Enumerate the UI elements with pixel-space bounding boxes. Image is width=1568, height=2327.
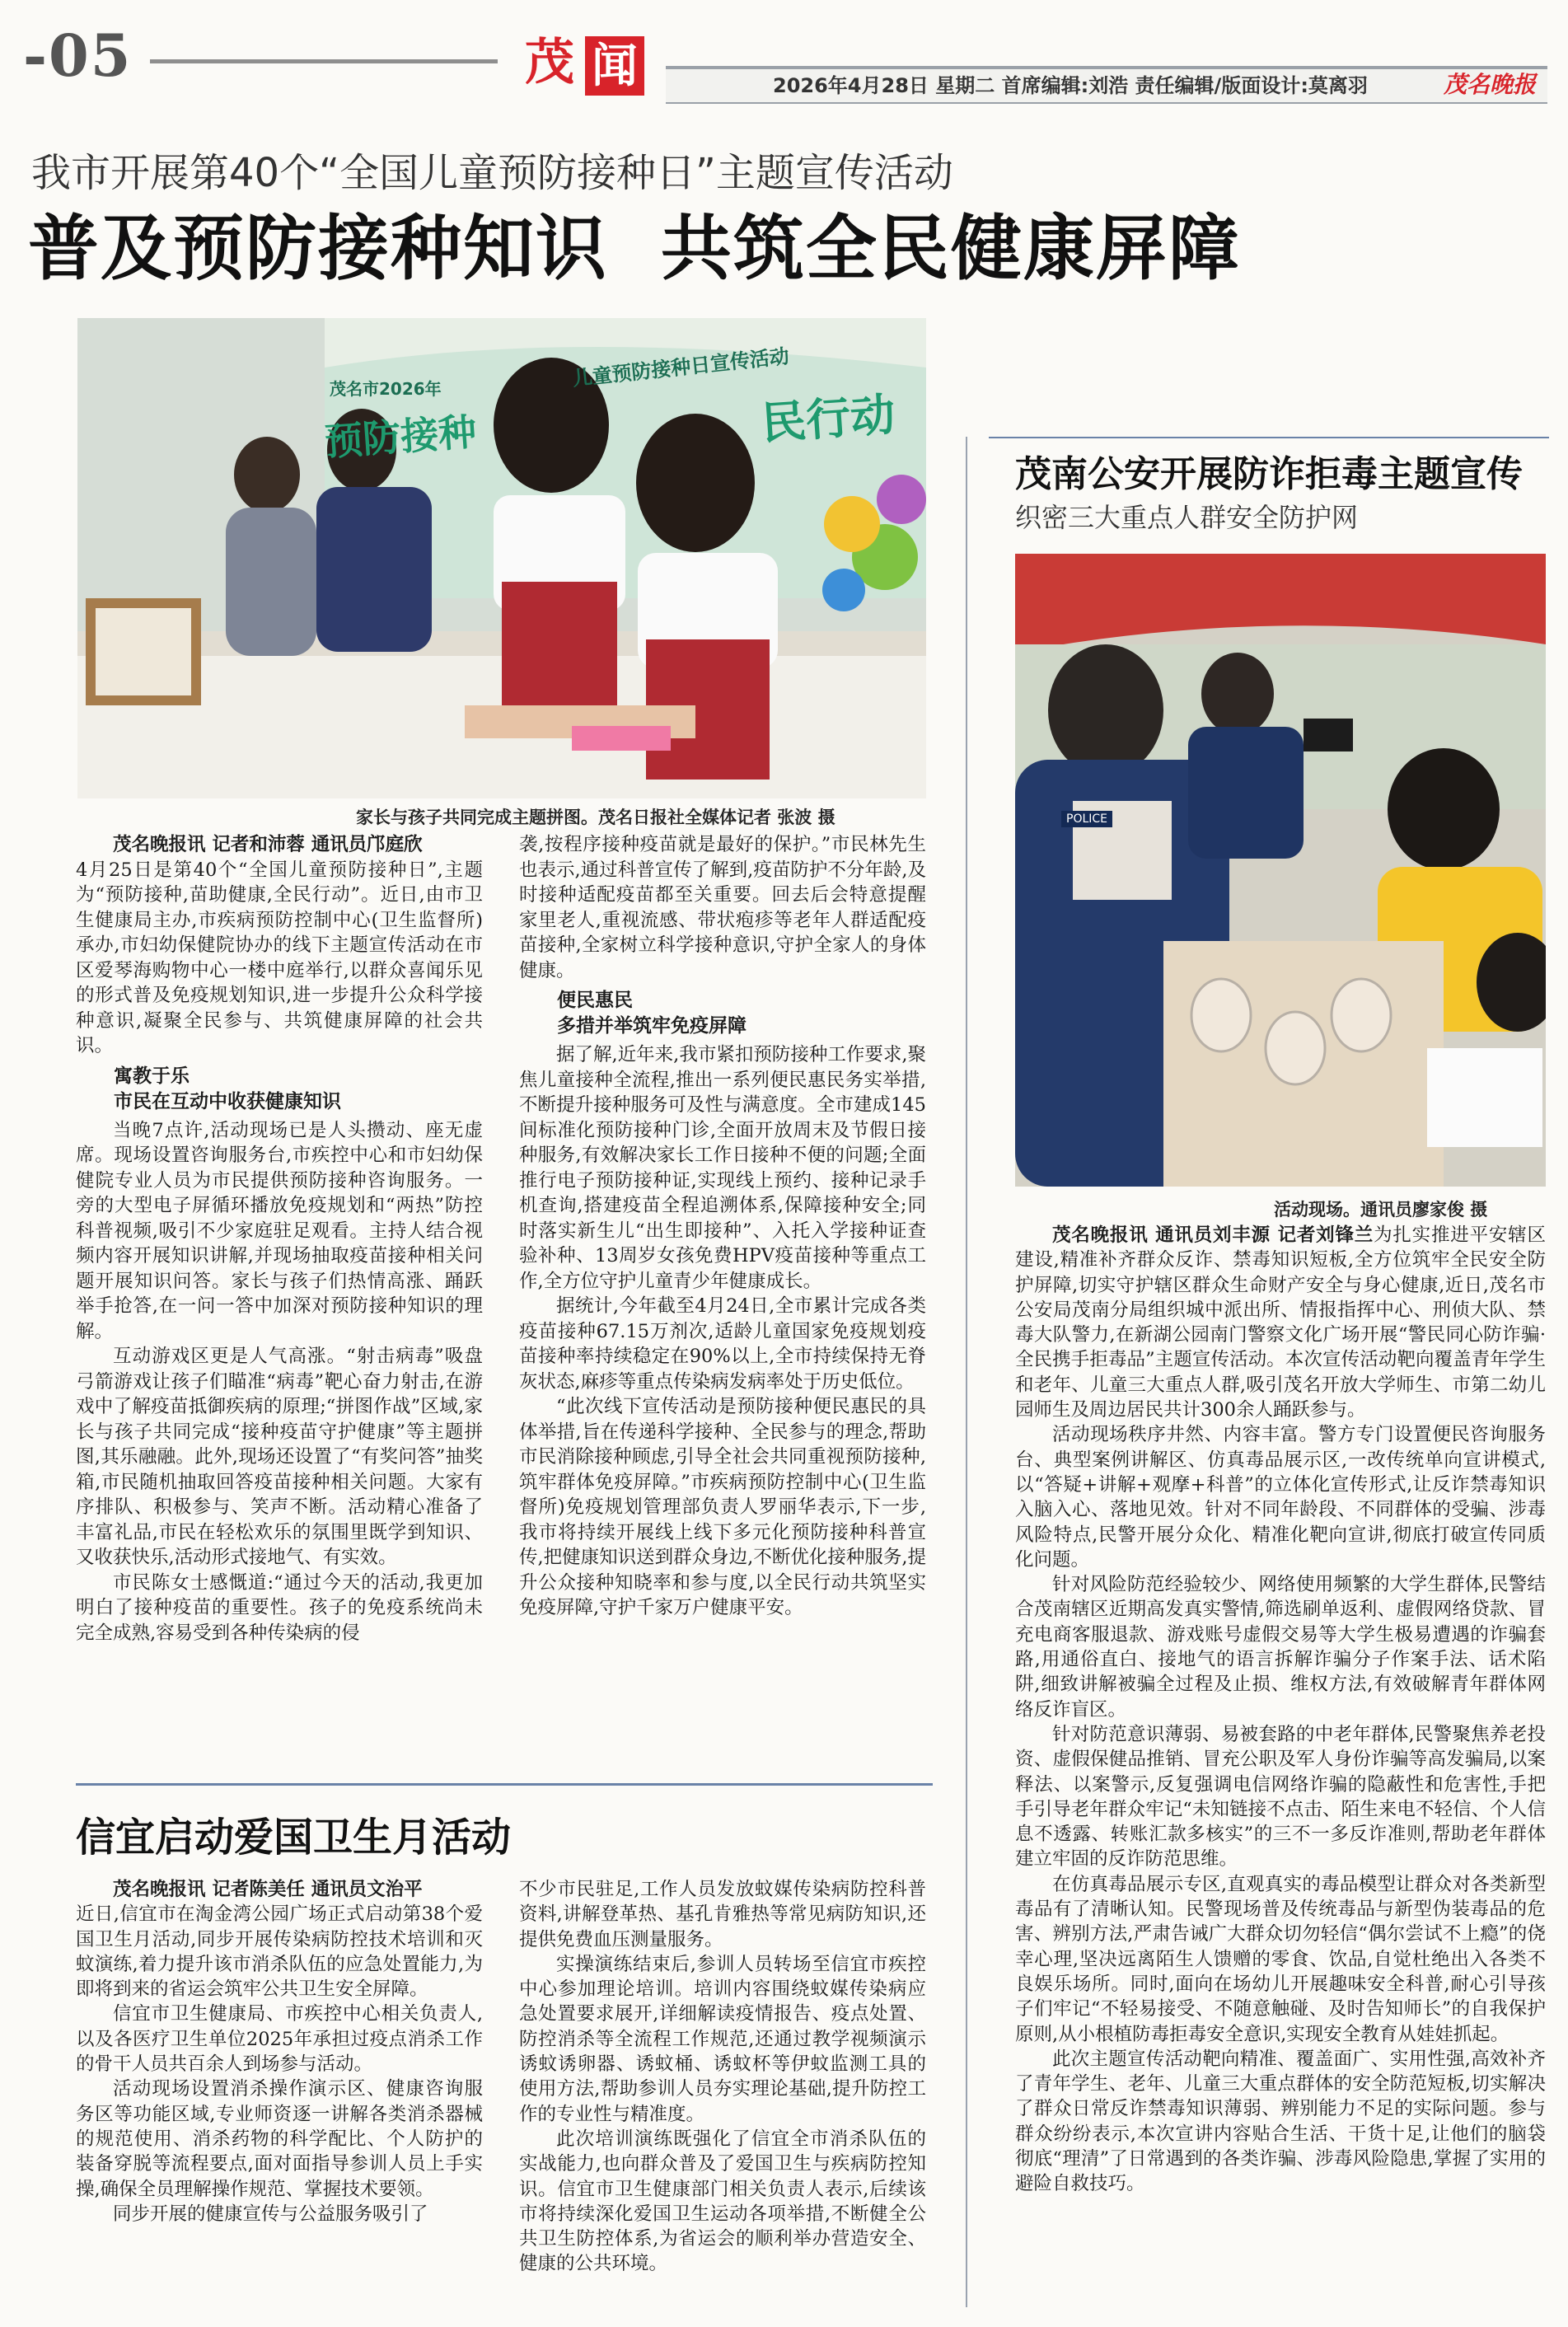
right-paragraph: 为扎实推进平安辖区建设,精准补齐群众反诈、禁毒知识短板,全方位筑牢全民安全防护屏障,切实守护辖区群众生命财产安全与身心健康,近日,茂名市公安局茂南分局组织城中派出所、情报指挥中心、刑侦大队、禁毒大队警力,在新湖公园南门警察文化广场开展“警民同心防诈骗·全民携手拒毒品”主题宣传活动。本次宣传活动靶向覆盖青年学生和老年、儿童三大重点人群,吸引茂名开放大学师生、市第二幼儿园师生及周边居民共计300余人踊跃参与。	[1015, 1224, 1546, 1421]
lead-subhead-2-line-2: 多措并举筑牢免疫屏障	[557, 1015, 747, 1037]
lead-photo-caption: 家长与孩子共同完成主题拼图。茂名日报社全媒体记者 张波 摄	[356, 808, 835, 827]
lead-kicker: 我市开展第40个“全国儿童预防接种日”主题宣传活动	[31, 150, 953, 196]
column-divider-vertical	[966, 437, 967, 2307]
right-paragraph: 针对防范意识薄弱、易被套路的中老年群体,民警聚焦养老投资、虚假保健品推销、冒充公职及军人身份诈骗等高发骗局,以案释法、以案警示,反复强调电信网络诈骗的隐蔽性和危害性,手把手引导老年群众牢记“未知链接不点击、陌生来电不轻信、个人信息不透露、转账汇款多核实”的三不一多反诈准则,帮助老年群体建立牢固的反诈防范思维。	[1015, 1723, 1546, 1870]
section-char-1: 茂	[525, 34, 574, 91]
bottom-col-2	[519, 1877, 926, 2277]
right-photo	[1015, 554, 1546, 1187]
lead-subhead-2	[519, 988, 926, 1039]
lead-paragraph: 市民陈女士感慨道:“通过今天的活动,我更加明白了接种疫苗的重要性。孩子的免疫系统尚未完全成熟,容易受到各种传染病的侵	[76, 1571, 483, 1644]
photo-banner-line-1: 茂名市2026年	[330, 379, 442, 399]
lead-subhead-1-line-1: 寓教于乐	[114, 1065, 190, 1087]
bottom-col-1	[76, 1877, 483, 2226]
right-headline: 茂南公安开展防诈拒毒主题宣传	[1015, 453, 1523, 495]
section-tag	[517, 30, 666, 96]
bottom-paragraph: 活动现场设置消杀操作演示区、健康咨询服务区等功能区域,专业师资逐一讲解各类消杀器械的规范使用、消杀药物的科学配比、个人防护的装备穿脱等流程要点,面对面指导参训人员上手实操,确保全员理解操作规范、掌握技术要领。	[76, 2078, 483, 2200]
lead-subhead-1-line-2: 市民在互动中收获健康知识	[114, 1090, 341, 1112]
right-paragraph: 在仿真毒品展示专区,直观真实的毒品模型让群众对各类新型毒品有了清晰认知。民警现场普及传统毒品与新型伪装毒品的危害、辨别方法,严肃告诫广大群众切勿轻信“偶尔尝试不上瘾”的侥幸心理,坚决远离陌生人馈赠的零食、饮品,自觉杜绝出入各类不良娱乐场所。同时,面向在场幼儿开展趣味安全科普,耐心引导孩子们牢记“不轻易接受、不随意触碰、及时告知师长”的自我保护原则,从小根植防毒拒毒安全意识,实现安全教育从娃娃抓起。	[1015, 1873, 1546, 2045]
lead-photo	[77, 318, 926, 798]
bottom-byline: 茂名晚报讯 记者陈美任 通讯员文治平	[113, 1879, 423, 1900]
right-column-text	[1015, 1223, 1546, 2197]
lead-col-1	[76, 832, 483, 1646]
lead-paragraph: 4月25日是第40个“全国儿童预防接种日”,主题为“预防接种,苗助健康,全民行动”。近日,由市卫生健康局主办,市疾病预防控制中心(卫生监督所)承办,市妇幼保健院协办的线下主题宣传活动在市区爱琴海购物中心一楼中庭举行,以群众喜闻乐见的形式普及免疫规划知识,进一步提升公众科学接种意识,凝聚全民参与、共筑健康屏障的社会共识。	[76, 859, 483, 1056]
right-story-top-rule	[989, 437, 1549, 438]
lead-subhead-1	[76, 1064, 483, 1115]
right-photo-caption: 活动现场。通讯员廖家俊 摄	[1274, 1200, 1488, 1220]
photo-banner-line-4: 民行动	[760, 388, 897, 450]
bottom-paragraph: 同步开展的健康宣传与公益服务吸引了	[113, 2203, 428, 2225]
bottom-headline: 信宜启动爱国卫生月活动	[76, 1814, 512, 1861]
lead-byline: 茂名晚报讯 记者和沛蓉 通讯员邝庭欣	[113, 834, 423, 855]
lead-headline: 普及预防接种知识 共筑全民健康屏障	[28, 208, 1241, 290]
right-subheadline: 织密三大重点人群安全防护网	[1015, 502, 1359, 533]
lead-paragraph: 互动游戏区更是人气高涨。“射击病毒”吸盘弓箭游戏让孩子们瞄准“病毒”靶心奋力射击,在游戏中了解疫苗抵御疾病的原理;“拼图作战”区域,家长与孩子共同完成“接种疫苗守护健康”等主题拼图,其乐融融。此外,现场还设置了“有奖问答”抽奖箱,市民随机抽取回答疫苗接种相关问题。大家有序排队、积极参与、笑声不断。活动精心准备了丰富礼品,市民在轻松欢乐的氛围里既学到知识、又收获快乐,活动形式接地气、有实效。	[76, 1346, 483, 1568]
photo-banner-line-2: 儿童预防接种日宣传活动	[571, 344, 791, 391]
section-char-2: 闻	[585, 36, 644, 96]
right-paragraph: 此次主题宣传活动靶向精准、覆盖面广、实用性强,高效补齐了青年学生、老年、儿童三大重点群体的安全防范短板,切实解决了群众日常反诈禁毒知识薄弱、辨别能力不足的实际问题。参与群众纷纷表示,本次宣讲内容贴合生活、干货十足,让他们的脑袋彻底“理清”了日常遇到的各类诈骗、涉毒风险隐患,掌握了实用的避险自救技巧。	[1015, 2048, 1546, 2195]
page-number: -05	[23, 21, 133, 90]
paper-logo: 茂名晚报	[1443, 71, 1536, 98]
dateline: 2026年4月28日 星期二 首席编辑:刘浩 责任编辑/版面设计:莫离羽	[773, 74, 1368, 97]
header-bar	[666, 66, 1547, 104]
bottom-story-top-rule	[76, 1783, 933, 1786]
lead-subhead-2-line-1: 便民惠民	[557, 990, 633, 1011]
lead-paragraph: 据了解,近年来,我市紧扣预防接种工作要求,聚焦儿童接种全流程,推出一系列便民惠民务实举措,不断提升接种服务可及性与满意度。全市建成145间标准化预防接种门诊,全面开放周末及节假日接种服务,有效解决家长工作日接种不便的问题;全面推行电子预防接种证,实现线上预约、接种记录手机查询,搭建疫苗全程追溯体系,保障接种安全;同时落实新生儿“出生即接种”、入托入学接种证查验补种、13周岁女孩免费HPV疫苗接种等重点工作,全方位守护儿童青少年健康成长。	[519, 1044, 926, 1292]
lead-paragraph: 袭,按程序接种疫苗就是最好的保护。”市民林先生也表示,通过科普宣传了解到,疫苗防护不分年龄,及时接种适配疫苗都至关重要。回去后会特意提醒家里老人,重视流感、带状疱疹等老年人群适配疫苗接种,全家树立科学接种意识,守护全家人的身体健康。	[519, 834, 926, 981]
lead-paragraph: 当晚7点许,活动现场已是人头攒动、座无虚席。现场设置咨询服务台,市疾控中心和市妇幼保健院专业人员为市民提供预防接种咨询服务。一旁的大型电子屏循环播放免疫规划和“两热”防控科普视频,吸引不少家庭驻足观看。主持人结合视频内容开展知识讲解,并现场抽取疫苗接种相关问题开展知识问答。家长与孩子们热情高涨、踊跃举手抢答,在一问一答中加深对预防接种知识的理解。	[76, 1119, 483, 1342]
right-photo-illustration	[1015, 554, 1546, 1187]
header-rule-left	[150, 59, 498, 63]
bottom-paragraph: 实操演练结束后,参训人员转场至信宜市疾控中心参加理论培训。培训内容围绕蚊媒传染病应急处置要求展开,详细解读疫情报告、疫点处置、防控消杀等全流程工作规范,还通过教学视频演示诱蚊诱卵器、诱蚊桶、诱蚊杯等伊蚊监测工具的使用方法,帮助参训人员夯实理论基础,提升防控工作的专业性与精准度。	[519, 1953, 926, 2125]
lead-paragraph: “此次线下宣传活动是预防接种便民惠民的具体举措,旨在传递科学接种、全民参与的理念,帮助市民消除接种顾虑,引导全社会共同重视预防接种,筑牢群体免疫屏障。”市疾病预防控制中心(卫生监督所)免疫规划管理部负责人罗丽华表示,下一步,我市将持续开展线上线下多元化预防接种科普宣传,把健康知识送到群众身边,不断优化接种服务,提升公众接种知晓率和参与度,以全民行动共筑坚实免疫屏障,守护千家万户健康平安。	[519, 1396, 926, 1618]
police-badge: POLICE	[1061, 811, 1112, 827]
lead-col-2	[519, 832, 926, 1621]
bottom-paragraph: 此次培训演练既强化了信宜全市消杀队伍的实战能力,也向群众普及了爱国卫生与疾病防控知识。信宜市卫生健康部门相关负责人表示,后续该市将持续深化爱国卫生运动各项举措,不断健全公共卫生防控体系,为省运会的顺利举办营造安全、健康的公共环境。	[519, 2128, 926, 2275]
lead-paragraph: 据统计,今年截至4月24日,全市累计完成各类疫苗接种67.15万剂次,适龄儿童国家免疫规划疫苗接种率持续稳定在90%以上,全市持续保持无脊灰状态,麻疹等重点传染病发病率处于历史低位。	[519, 1295, 926, 1393]
photo-banner-line-3: 预防接种	[323, 409, 478, 465]
bottom-paragraph: 信宜市卫生健康局、市疾控中心相关负责人,以及各医疗卫生单位2025年承担过疫点消杀工作的骨干人员共百余人到场参与活动。	[76, 2003, 483, 2076]
right-paragraph: 针对风险防范经验较少、网络使用频繁的大学生群体,民警结合茂南辖区近期高发真实警情,筛选刷单返利、虚假网络贷款、冒充电商客服退款、游戏账号虚假交易等大学生极易遭遇的诈骗套路,用通俗直白、接地气的语言拆解诈骗分子作案手法、话术陷阱,细致讲解被骗全过程及止损、维权方法,有效破解青年群体网络反诈盲区。	[1015, 1574, 1546, 1721]
right-paragraph: 活动现场秩序井然、内容丰富。警方专门设置便民咨询服务台、典型案例讲解区、仿真毒品展示区,一改传统单向宣讲模式,以“答疑+讲解+观摩+科普”的立体化宣传形式,让反诈禁毒知识入脑入心、落地见效。针对不同年龄段、不同群体的受骗、涉毒风险特点,民警开展分众化、精准化靶向宣讲,彻底打破宣传同质化问题。	[1015, 1424, 1546, 1571]
right-byline: 茂名晚报讯 通讯员刘丰源 记者刘锋兰	[1052, 1224, 1374, 1246]
bottom-paragraph: 不少市民驻足,工作人员发放蚊媒传染病防控科普资料,讲解登革热、基孔肯雅热等常见病防知识,还提供免费血压测量服务。	[519, 1879, 926, 1950]
bottom-paragraph: 近日,信宜市在淘金湾公园广场正式启动第38个爱国卫生月活动,同步开展传染病防控技术培训和灭蚊演练,着力提升该市消杀队伍的应急处置能力,为即将到来的省运会筑牢公共卫生安全屏障。	[76, 1903, 483, 2001]
